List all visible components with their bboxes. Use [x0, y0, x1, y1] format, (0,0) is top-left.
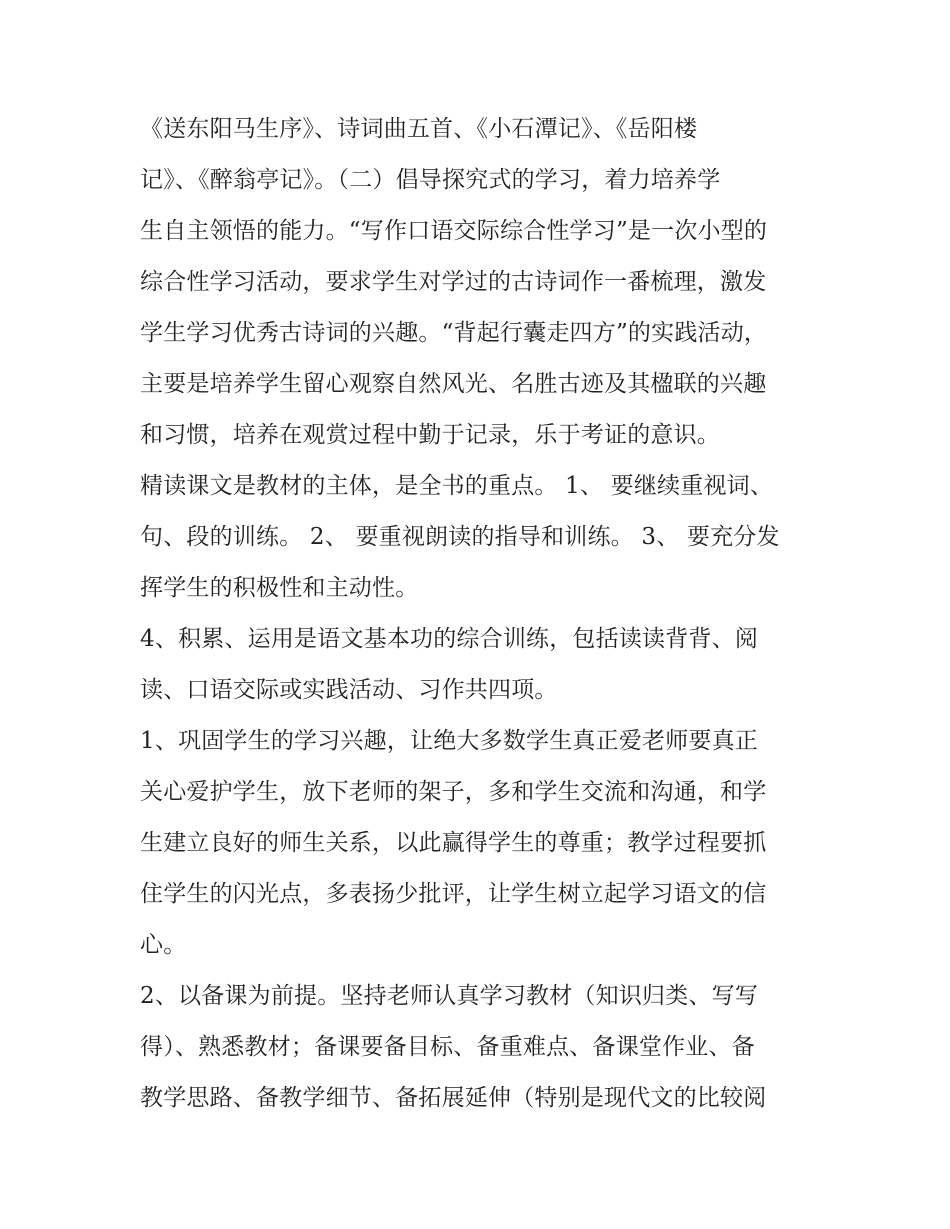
text-line: 生建立良好的师生关系，以此赢得学生的尊重；教学过程要抓 [140, 830, 767, 856]
text-line: 精读课文是教材的主体，是全书的重点。 1、 要继续重视词、 [140, 473, 774, 499]
text-line: 综合性学习活动，要求学生对学过的古诗词作一番梳理，激发 [140, 269, 767, 295]
text-line: 《送东阳马生序》、诗词曲五首、《小石潭记》、《岳阳楼 [140, 116, 698, 142]
text-line: 住学生的闪光点，多表扬少批评，让学生树立起学习语文的信 [140, 881, 767, 907]
text-line: 1、巩固学生的学习兴趣，让绝大多数学生真正爱老师要真正 [140, 728, 759, 754]
text-line: 4、积累、运用是语文基本功的综合训练，包括读读背背、阅 [140, 626, 759, 652]
text-line: 句、段的训练。 2、 要重视朗读的指导和训练。 3、 要充分发 [140, 524, 780, 550]
text-line: 挥学生的积极性和主动性。 [140, 575, 419, 601]
text-line: 和习惯，培养在观赏过程中勤于记录，乐于考证的意识。 [140, 422, 720, 448]
text-line: 生自主领悟的能力。“写作口语交际综合性学习”是一次小型的 [140, 218, 768, 244]
text-line: 2、以备课为前提。坚持老师认真学习教材（知识归类、写写 [140, 983, 759, 1009]
text-line: 教学思路、备教学细节、备拓展延伸（特别是现代文的比较阅 [140, 1085, 767, 1111]
text-line: 记》、《醉翁亭记》。（二）倡导探究式的学习，着力培养学 [140, 167, 721, 193]
text-line: 学生学习优秀古诗词的兴趣。“背起行囊走四方”的实践活动， [140, 320, 768, 346]
text-line: 主要是培养学生留心观察自然风光、名胜古迹及其楹联的兴趣 [140, 371, 767, 397]
text-line: 心。 [140, 932, 187, 958]
text-line: 读、口语交际或实践活动、习作共四项。 [140, 677, 558, 703]
text-line: 关心爱护学生，放下老师的架子，多和学生交流和沟通，和学 [140, 779, 767, 805]
document-body [140, 104, 820, 1124]
text-line: 得）、熟悉教材；备课要备目标、备重难点、备课堂作业、备 [140, 1034, 755, 1060]
